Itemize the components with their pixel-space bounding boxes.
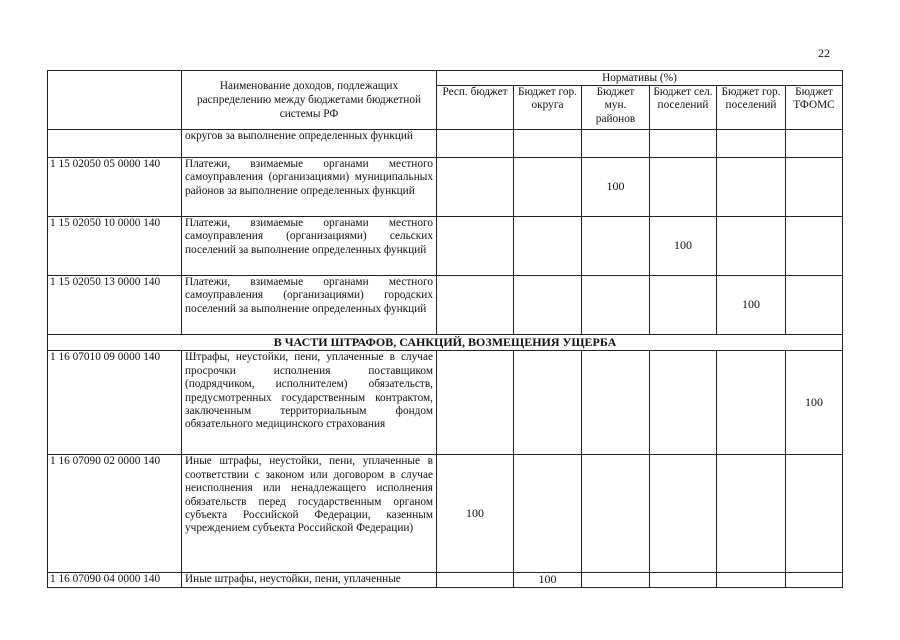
section-row [48, 335, 843, 351]
normative-value [437, 573, 514, 587]
normative-value: 100 [786, 351, 843, 455]
normative-value: 100 [650, 217, 717, 276]
normative-value [717, 217, 786, 276]
normative-value [717, 130, 786, 158]
page-number: 22 [818, 46, 830, 60]
income-code: 1 15 02050 05 0000 140 [48, 158, 182, 217]
income-name: Иные штрафы, неустойки, пени, уплаченные в соответствии с законом или договором в случае неисполнения или ненадлежащего исполнения обязательств перед государственным органом субъекта Российской Федерации, казенным учреждением субъекта Российской Федерации) [182, 455, 437, 573]
column-header: Бюджет гор. округа [514, 86, 582, 130]
normative-value [514, 130, 582, 158]
normative-value [437, 130, 514, 158]
income-code: 1 16 07090 02 0000 140 [48, 455, 182, 573]
column-header: Бюджет мун. районов [582, 86, 650, 130]
normative-value [582, 276, 650, 335]
section-title: В ЧАСТИ ШТРАФОВ, САНКЦИЙ, ВОЗМЕЩЕНИЯ УЩЕРБА [48, 335, 843, 351]
normative-value [437, 276, 514, 335]
normative-value: 100 [582, 158, 650, 217]
table-row [48, 130, 843, 158]
budget-normatives-table [47, 70, 843, 588]
normative-value [582, 130, 650, 158]
normative-value [786, 130, 843, 158]
table-row [48, 351, 843, 455]
normative-value [786, 573, 843, 587]
normative-value [582, 455, 650, 573]
normative-value [717, 455, 786, 573]
income-code: 1 15 02050 10 0000 140 [48, 217, 182, 276]
normative-value [786, 276, 843, 335]
normative-value [650, 351, 717, 455]
normative-value: 100 [437, 455, 514, 573]
normative-value [717, 573, 786, 587]
table-row [48, 455, 843, 573]
income-name: Платежи, взимаемые органами местного самоуправления (организациями) городских поселений за выполнение определенных функций [182, 276, 437, 335]
normative-value [514, 276, 582, 335]
income-code: 1 16 07010 09 0000 140 [48, 351, 182, 455]
table-row [48, 217, 843, 276]
income-code: 1 15 02050 13 0000 140 [48, 276, 182, 335]
column-header: Бюджет сел. поселений [650, 86, 717, 130]
normative-value [786, 158, 843, 217]
normative-value [717, 158, 786, 217]
normative-value [514, 455, 582, 573]
income-name: Штрафы, неустойки, пени, уплаченные в случае просрочки исполнения поставщиком (подрядчиком, исполнителем) обязательств, предусмотренных государственным контрактом, заключенным территориальным фондом обязательного медицинского страхования [182, 351, 437, 455]
normative-value [514, 158, 582, 217]
normatives-header: Нормативы (%) [437, 71, 843, 86]
code-header [48, 71, 182, 130]
column-header: Бюджет ТФОМС [786, 86, 843, 130]
normative-value [650, 455, 717, 573]
normative-value [582, 217, 650, 276]
normative-value [582, 351, 650, 455]
normative-value [786, 217, 843, 276]
income-code: 1 16 07090 04 0000 140 [48, 573, 182, 587]
income-name: Платежи, взимаемые органами местного самоуправления (организациями) муниципальных районов за выполнение определенных функций [182, 158, 437, 217]
normative-value [437, 351, 514, 455]
normative-value [437, 217, 514, 276]
normative-value [650, 573, 717, 587]
income-name: Иные штрафы, неустойки, пени, уплаченные [182, 573, 437, 587]
normative-value [650, 130, 717, 158]
column-header: Бюджет гор. поселений [717, 86, 786, 130]
normative-value: 100 [717, 276, 786, 335]
table-row [48, 158, 843, 217]
normative-value [437, 158, 514, 217]
normative-value [650, 158, 717, 217]
income-code [48, 130, 182, 158]
normative-value [650, 276, 717, 335]
normative-value [786, 455, 843, 573]
table-row [48, 573, 843, 587]
normative-value [514, 217, 582, 276]
table-row [48, 276, 843, 335]
column-header: Респ. бюджет [437, 86, 514, 130]
normative-value: 100 [514, 573, 582, 587]
income-name: Платежи, взимаемые органами местного самоуправления (организациями) сельских поселений за выполнение определенных функций [182, 217, 437, 276]
normative-value [582, 573, 650, 587]
income-name: округов за выполнение определенных функций [182, 130, 437, 158]
name-header: Наименование доходов, подлежащих распределению между бюджетами бюджетной системы РФ [182, 71, 437, 130]
normative-value [514, 351, 582, 455]
normative-value [717, 351, 786, 455]
